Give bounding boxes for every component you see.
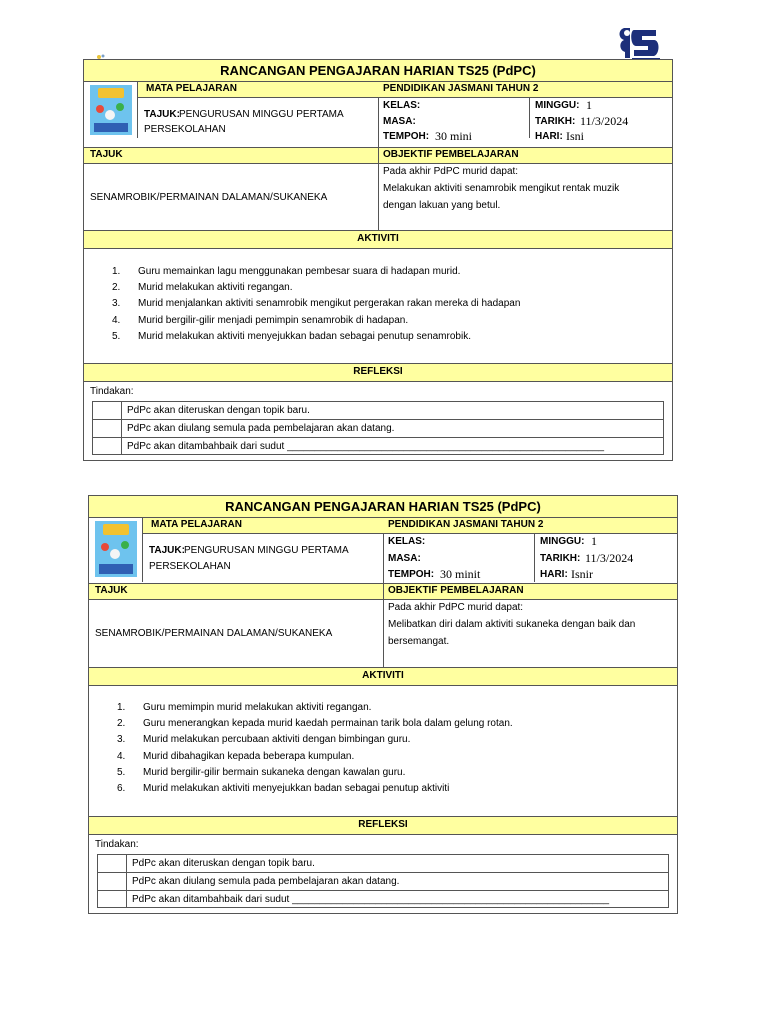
- list-item: 1. Guru memimpin murid melakukan aktiviti regangan.: [117, 702, 372, 713]
- tempoh-label: TEMPOH:: [388, 569, 435, 580]
- plan-title: RANCANGAN PENGAJARAN HARIAN TS25 (PdPC): [84, 60, 672, 81]
- list-item: 4. Murid dibahagikan kepada beberapa kumpulan.: [117, 750, 355, 762]
- tajuk-line-1: PENGURUSAN MINGGU PERTAMA: [179, 109, 344, 120]
- option-checkbox[interactable]: [93, 438, 122, 454]
- objektif-heading: OBJEKTIF PEMBELAJARAN: [383, 149, 519, 160]
- option-checkbox[interactable]: [98, 873, 127, 889]
- list-item: 5. Murid melakukan aktiviti menyejukkan badan sebagai penutup senamrobik.: [112, 330, 471, 342]
- option-checkbox[interactable]: [98, 855, 127, 872]
- school-logo-icon: [616, 24, 664, 64]
- list-item: 1. Guru memainkan lagu menggunakan pembesar suara di hadapan murid.: [112, 266, 461, 277]
- masa-label: MASA:: [383, 116, 416, 127]
- list-item: 3. Murid melakukan percubaan aktiviti dengan bimbingan guru.: [117, 734, 411, 746]
- tajuk-heading: TAJUK: [95, 585, 128, 596]
- objektif-line-2: Melibatkan diri dalam aktiviti sukaneka dengan baik dan: [388, 619, 636, 630]
- minggu-label: MINGGU:: [535, 100, 580, 111]
- objektif-heading: OBJEKTIF PEMBELAJARAN: [388, 585, 524, 596]
- mata-pelajaran-label: MATA PELAJARAN: [146, 83, 237, 94]
- tempoh-value: 30 minit: [440, 567, 481, 581]
- aktiviti-heading: AKTIVITI: [89, 667, 677, 685]
- refleksi-options: [92, 401, 664, 455]
- list-item: 5. Murid bergilir-gilir bermain sukaneka dengan kawalan guru.: [117, 766, 406, 778]
- tajuk-label: TAJUK:: [144, 109, 180, 120]
- list-item: 2. Guru menerangkan kepada murid kaedah permainan tarik bola dalam gelung rotan.: [117, 718, 513, 730]
- hari-value: Isnir: [571, 567, 593, 581]
- objektif-line-1: Pada akhir PdPC murid dapat:: [388, 602, 524, 613]
- plan-title: RANCANGAN PENGAJARAN HARIAN TS25 (PdPC): [89, 496, 677, 517]
- objektif-line-3: dengan lakuan yang betul.: [383, 200, 501, 211]
- hari-value: Isni: [566, 129, 584, 143]
- tajuk-line-2: PERSEKOLAHAN: [149, 561, 231, 572]
- tarikh-value: 11/3/2024: [585, 551, 634, 565]
- list-item: 6. Murid melakukan aktiviti menyejukkan badan sebagai penutup aktiviti: [117, 782, 450, 794]
- refleksi-heading: REFLEKSI: [84, 363, 672, 381]
- hari-label: HARI:: [540, 569, 568, 580]
- list-item: 3. Murid menjalankan aktiviti senamrobik mengikut pergerakan rakan mereka di hadapan: [112, 298, 521, 310]
- option-text: PdPc akan diteruskan dengan topik baru.: [132, 858, 315, 869]
- refleksi-options: [97, 854, 669, 908]
- tajuk-heading: TAJUK: [90, 149, 123, 160]
- subject-value: PENDIDIKAN JASMANI TAHUN 2: [383, 83, 539, 94]
- tarikh-label: TARIKH:: [535, 116, 576, 127]
- option-text: PdPc akan diteruskan dengan topik baru.: [127, 405, 310, 416]
- tarikh-label: TARIKH:: [540, 553, 581, 564]
- aktiviti-heading: AKTIVITI: [84, 230, 672, 248]
- refleksi-heading: REFLEKSI: [89, 816, 677, 834]
- subject-value: PENDIDIKAN JASMANI TAHUN 2: [388, 519, 544, 530]
- option-text: PdPc akan ditambahbaik dari sudut _________________________________________________________: [127, 440, 605, 452]
- tarikh-value: 11/3/2024: [580, 114, 629, 128]
- tajuk-line-2: PERSEKOLAHAN: [144, 124, 226, 135]
- minggu-value: 1: [591, 534, 597, 548]
- tajuk-line-1: PENGURUSAN MINGGU PERTAMA: [184, 545, 349, 556]
- objektif-line-2: Melakukan aktiviti senamrobik mengikut rentak muzik: [383, 183, 620, 194]
- book-cover-image: [95, 521, 137, 577]
- option-text: PdPc akan diulang semula pada pembelajaran akan datang.: [127, 423, 395, 435]
- option-checkbox[interactable]: [98, 891, 127, 907]
- minggu-value: 1: [586, 98, 592, 112]
- kelas-label: KELAS:: [383, 100, 421, 111]
- tajuk-label: TAJUK:: [149, 545, 185, 556]
- option-checkbox[interactable]: [93, 402, 122, 419]
- objektif-line-1: Pada akhir PdPC murid dapat:: [383, 166, 519, 177]
- tindakan-label: Tindakan:: [95, 839, 139, 850]
- tindakan-label: Tindakan:: [90, 386, 134, 397]
- minggu-label: MINGGU:: [540, 536, 585, 547]
- objektif-line-3: bersemangat.: [388, 636, 450, 647]
- lesson-plan-2: [88, 495, 678, 914]
- option-text: PdPc akan ditambahbaik dari sudut _________________________________________________________: [132, 893, 610, 905]
- tempoh-label: TEMPOH:: [383, 131, 430, 142]
- list-item: 2. Murid melakukan aktiviti regangan.: [112, 282, 293, 294]
- tajuk-content: SENAMROBIK/PERMAINAN DALAMAN/SUKANEKA: [95, 628, 333, 639]
- kelas-label: KELAS:: [388, 536, 426, 547]
- masa-label: MASA:: [388, 553, 421, 564]
- book-cover-image: [90, 85, 132, 135]
- lesson-plan-1: [83, 59, 673, 461]
- activity-list: [112, 264, 520, 345]
- mata-pelajaran-label: MATA PELAJARAN: [151, 519, 242, 530]
- hari-label: HARI:: [535, 131, 563, 142]
- option-checkbox[interactable]: [93, 420, 122, 436]
- list-item: 4. Murid bergilir-gilir menjadi pemimpin senamrobik di hadapan.: [112, 314, 409, 326]
- tajuk-content: SENAMROBIK/PERMAINAN DALAMAN/SUKANEKA: [90, 192, 328, 203]
- activity-list: [117, 700, 513, 797]
- tempoh-value: 30 mini: [435, 129, 473, 143]
- option-text: PdPc akan diulang semula pada pembelajaran akan datang.: [132, 876, 400, 888]
